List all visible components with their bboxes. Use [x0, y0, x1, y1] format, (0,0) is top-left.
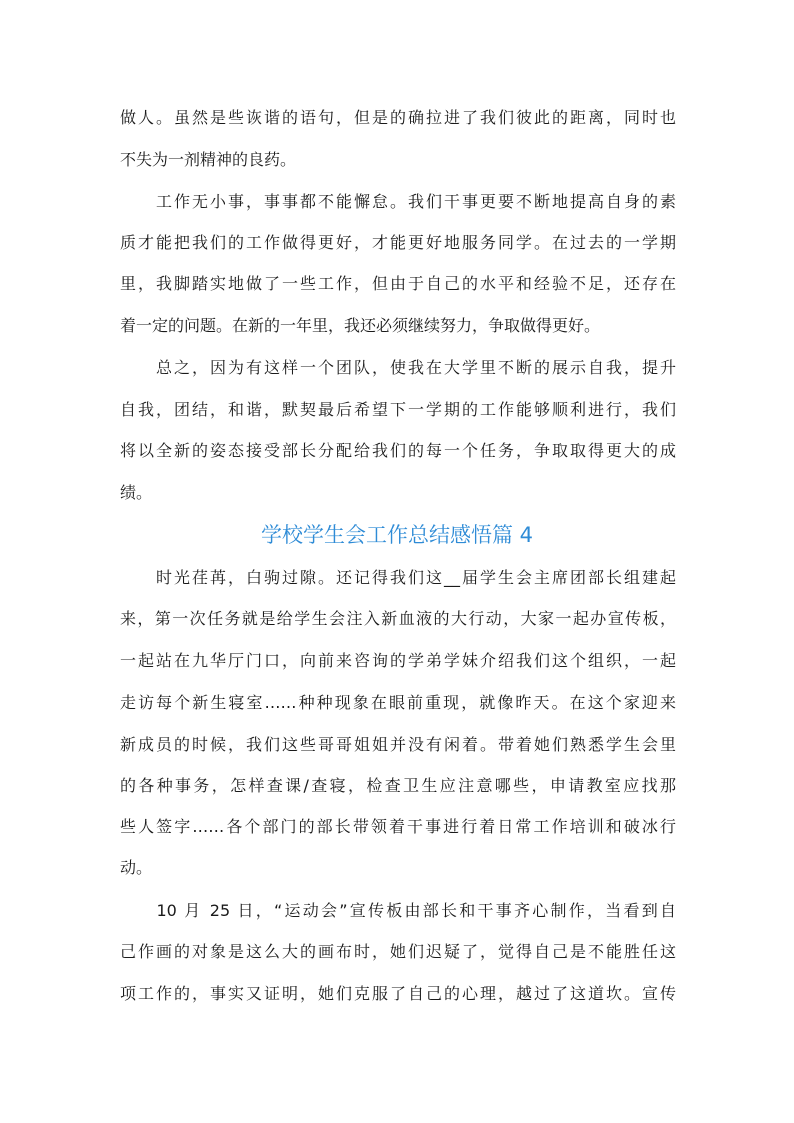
section-heading: 学校学生会工作总结感悟篇 4: [260, 523, 534, 547]
paragraph-line: 来，第一次任务就是给学生会注入新血液的大行动，大家一起办宣传板，: [120, 609, 676, 628]
paragraph-line: 自我，团结，和谐，默契最后希望下一学期的工作能够顺利进行，我们: [120, 400, 676, 419]
paragraph-line: 动。: [120, 858, 153, 877]
paragraph-line: 一起站在九华厅门口，向前来咨询的学弟学妹介绍我们这个组织，一起: [120, 651, 676, 670]
paragraph-line: 新成员的时候，我们这些哥哥姐姐并没有闲着。带着她们熟悉学生会里: [120, 735, 676, 754]
paragraph-line: 质才能把我们的工作做得更好，才能更好地服务同学。在过去的一学期: [120, 233, 676, 252]
paragraph-line: 项工作的，事实又证明，她们克服了自己的心理，越过了这道坎。宣传: [120, 984, 676, 1003]
paragraph-line: 着一定的问题。在新的一年里，我还必须继续努力，争取做得更好。: [120, 316, 601, 335]
paragraph-line: 总之，因为有这样一个团队，使我在大学里不断的展示自我，提升: [120, 358, 676, 377]
paragraph-line: 走访每个新生寝室……种种现象在眼前重现，就像昨天。在这个家迎来: [120, 693, 676, 712]
paragraph-line: 些人签字……各个部门的部长带领着干事进行着日常工作培训和破冰行: [120, 817, 676, 836]
paragraph-line: 的各种事务，怎样查课/查寝，检查卫生应注意哪些，申请教室应找那: [120, 776, 676, 795]
paragraph-line: 将以全新的姿态接受部长分配给我们的每一个任务，争取取得更大的成: [120, 441, 676, 460]
paragraph-line: 10 月 25 日，“运动会”宣传板由部长和干事齐心制作，当看到自: [120, 901, 676, 920]
paragraph-line: 绩。: [120, 483, 153, 502]
paragraph-line: 里，我脚踏实地做了一些工作，但由于自己的水平和经验不足，还存在: [120, 274, 676, 293]
paragraph-line: 做人。虽然是些诙谐的语句，但是的确拉进了我们彼此的距离，同时也: [120, 108, 676, 127]
paragraph-line: 工作无小事，事事都不能懈怠。我们干事更要不断地提高自身的素: [120, 192, 676, 211]
paragraph-line: 己作画的对象是这么大的画布时，她们迟疑了，觉得自己是不能胜任这: [120, 942, 676, 961]
paragraph-line: 不失为一剂精神的良药。: [120, 150, 297, 169]
paragraph-line: 时光荏苒，白驹过隙。还记得我们这__届学生会主席团部长组建起: [120, 568, 676, 587]
